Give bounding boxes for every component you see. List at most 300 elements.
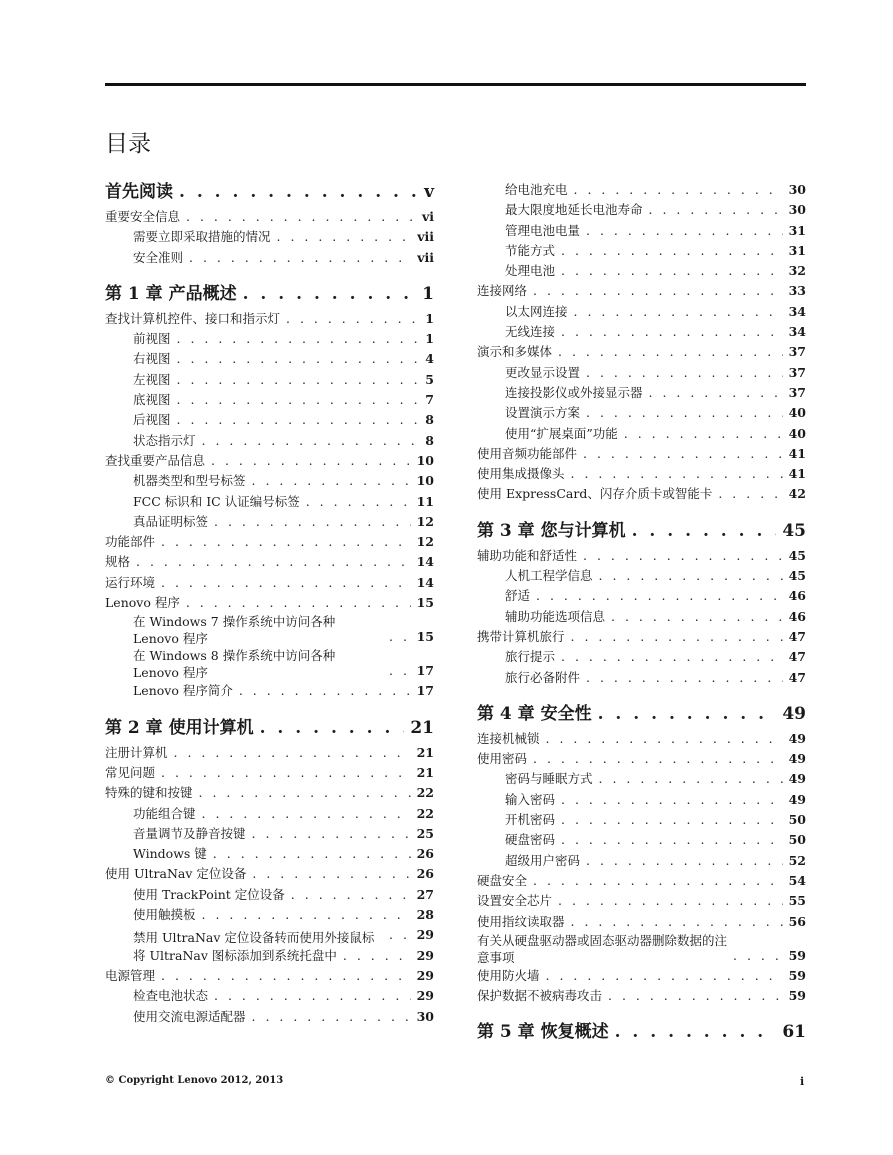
toc-leader-dots [239,681,411,701]
toc-leader-dots [214,512,411,532]
toc-leader-dots [161,966,411,986]
toc-entry-title: 携带计算机旅行 [477,628,565,644]
toc-entry-page: 29 [416,967,434,983]
toc-entry[interactable] [105,844,434,864]
toc-entry-page: vii [417,249,434,265]
toc-entry-title: 特殊的键和按键 [105,785,193,801]
toc-entry-title: 在 Windows 7 操作系统中访问各种 Lenovo 程序 [133,614,336,647]
toc-entry-page: 22 [416,805,434,821]
toc-entry-title: Windows 键 [133,846,207,862]
toc-entry-title: 常见问题 [105,764,156,780]
toc-chapter-entry[interactable] [105,716,434,740]
toc-entry-page: 34 [788,303,806,319]
toc-leader-dots [177,410,420,430]
toc-entry-page: 30 [416,1008,434,1024]
toc-entry-title: 无线连接 [505,324,556,340]
toc-leader-dots [561,241,783,261]
toc-entry[interactable] [477,932,806,966]
toc-entry-title: 使用音频功能部件 [477,445,578,461]
toc-leader-dots [252,471,411,491]
toc-entry-page: 42 [788,486,806,502]
toc-entry-title: 需要立即采取措施的情况 [133,229,271,245]
toc-entry[interactable] [105,512,434,532]
toc-entry[interactable] [477,444,806,464]
toc-entry-page: 5 [425,371,434,387]
toc-entry[interactable] [477,647,806,667]
toc-leader-dots [586,668,783,688]
toc-entry-title: 最大限度地延长电池寿命 [505,202,643,218]
toc-entry-title: 功能组合键 [133,805,196,821]
toc-entry[interactable] [105,471,434,491]
toc-entry[interactable] [105,613,434,647]
toc-entry-title: 辅助功能和舒适性 [477,547,578,563]
toc-entry[interactable] [477,729,806,749]
toc-entry-title: 第 5 章 恢复概述 [477,1022,609,1043]
toc-entry-page: 46 [788,588,806,604]
toc-entry[interactable] [105,248,434,268]
toc-entry-title: 第 2 章 使用计算机 [105,717,254,738]
toc-entry-title: 使用触摸板 [133,907,196,923]
toc-entry-page: 17 [416,663,434,679]
toc-entry[interactable] [477,986,806,1006]
toc-leader-dots [574,302,783,322]
toc-leader-dots [649,383,783,403]
toc-entry-page: 40 [788,425,806,441]
toc-entry-page: 10 [416,452,434,468]
toc-entry[interactable] [477,484,806,504]
toc-leader-dots [179,180,418,204]
toc-entry-page: 29 [416,947,434,963]
toc-entry-page: 21 [410,717,434,738]
toc-entry-page: 37 [788,384,806,400]
toc-entry[interactable] [105,552,434,572]
toc-leader-dots [586,851,783,871]
toc-entry-title: 连接机械锁 [477,730,540,746]
toc-entry-page: 47 [788,649,806,665]
toc-entry[interactable] [477,383,806,403]
toc-entry-page: 34 [788,324,806,340]
toc-leader-dots [561,261,783,281]
toc-entry-title: 硬盘安全 [477,872,528,888]
toc-entry-title: 左视图 [133,371,171,387]
top-rule [105,83,806,86]
toc-entry[interactable] [105,763,434,783]
toc-entry-page: 15 [416,629,434,645]
toc-entry-title: 舒适 [505,588,531,604]
toc-entry-page: 8 [425,432,434,448]
toc-entry-page: 45 [782,520,806,541]
toc-entry-title: 功能部件 [105,534,156,550]
toc-entry[interactable] [477,424,806,444]
toc-entry-title: 重要安全信息 [105,209,181,224]
toc-leader-dots [389,661,411,681]
toc-entry-title: 使用 ExpressCard、闪存介质卡或智能卡 [477,486,713,502]
toc-leader-dots [649,200,783,220]
toc-leader-dots [561,647,783,667]
toc-leader-dots [243,282,417,306]
toc-chapter-entry[interactable] [477,1020,806,1044]
toc-entry-title: 使用防火墙 [477,967,540,983]
toc-entry-page: 40 [788,405,806,421]
toc-leader-dots [260,716,405,740]
toc-leader-dots [574,180,783,200]
toc-entry-page: 47 [788,669,806,685]
toc-entry-title: 前视图 [133,331,171,347]
toc-entry-page: 49 [782,703,806,724]
toc-entry-page: 29 [416,927,434,943]
toc-entry-page: 32 [788,263,806,279]
toc-leader-dots [252,824,411,844]
toc-entry-page: 41 [788,466,806,482]
toc-leader-dots [561,790,783,810]
toc-entry-title: 查找计算机控件、接口和指示灯 [105,310,281,326]
toc-chapter-entry[interactable] [477,702,806,726]
toc-entry-title: 后视图 [133,412,171,428]
toc-leader-dots [533,281,783,301]
toc-entry[interactable] [105,593,434,613]
toc-entry[interactable] [477,363,806,383]
toc-leader-dots [586,363,783,383]
toc-entry[interactable] [477,586,806,606]
toc-entry[interactable] [477,322,806,342]
toc-entry-title: 保护数据不被病毒攻击 [477,988,603,1004]
toc-entry-title: 设置演示方案 [505,405,581,421]
toc-entry-page: 15 [416,595,434,611]
toc-entry-title: 连接投影仪或外接显示器 [505,384,643,400]
toc-entry[interactable] [477,221,806,241]
toc-entry-page: 26 [416,866,434,882]
toc-leader-dots [558,891,783,911]
toc-entry-page: 47 [788,628,806,644]
toc-entry-page: vi [421,209,434,224]
toc-entry-title: 设置安全芯片 [477,893,553,909]
toc-entry[interactable] [105,349,434,369]
toc-entry[interactable] [477,546,806,566]
toc-entry-title: Lenovo 程序简介 [133,683,233,699]
toc-entry-title: 使用交流电源适配器 [133,1008,246,1024]
toc-entry-title: 使用 TrackPoint 定位设备 [133,886,285,902]
toc-leader-dots [343,946,411,966]
toc-entry[interactable] [105,885,434,905]
toc-entry-page: 26 [416,846,434,862]
toc-entry[interactable] [477,769,806,789]
toc-entry[interactable] [477,607,806,627]
toc-entry-title: 首先阅读 [105,182,173,202]
toc-entry[interactable] [105,647,434,681]
toc-entry-page: 30 [788,202,806,218]
toc-leader-dots [586,403,783,423]
toc-entry-page: 14 [416,574,434,590]
toc-entry-page: 21 [416,764,434,780]
toc-entry-title: 检查电池状态 [133,988,209,1004]
toc-leader-dots [615,1020,777,1044]
toc-entry-title: 硬盘密码 [505,832,556,848]
toc-entry-title: 节能方式 [505,242,556,258]
toc-entry[interactable] [477,966,806,986]
toc-leader-dots [389,925,411,945]
toc-entry-title: 连接网络 [477,283,528,299]
toc-leader-dots [558,342,783,362]
toc-entry-page: 1 [425,331,434,347]
toc-entry-page: 59 [788,967,806,983]
toc-entry[interactable] [477,871,806,891]
toc-entry[interactable] [105,370,434,390]
toc-entry-title: 以太网连接 [505,303,568,319]
toc-entry-title: 使用 UltraNav 定位设备 [105,866,247,882]
toc-entry[interactable] [105,946,434,966]
toc-entry-title: 密码与睡眠方式 [505,771,593,787]
toc-entry-page: 17 [416,683,434,699]
toc-entry[interactable] [105,804,434,824]
toc-leader-dots [583,546,783,566]
toc-entry[interactable] [105,573,434,593]
toc-leader-dots [571,627,783,647]
toc-entry-title: FCC 标识和 IC 认证编号标签 [133,493,300,509]
toc-leader-dots [546,966,783,986]
toc-leader-dots [186,207,416,227]
toc-entry-title: 在 Windows 8 操作系统中访问各种 Lenovo 程序 [133,648,336,681]
toc-entry-title: 使用密码 [477,751,528,767]
toc-leader-dots [536,586,783,606]
toc-entry-title: 禁用 UltraNav 定位设备转而使用外接鼠标 [133,929,375,945]
toc-entry-title: Lenovo 程序 [105,595,180,611]
toc-entry-title: 电源管理 [105,967,156,983]
toc-entry-page: 28 [416,907,434,923]
toc-leader-dots [286,309,419,329]
toc-entry[interactable] [477,749,806,769]
toc-chapter-entry[interactable] [477,519,806,543]
toc-leader-dots [533,749,783,769]
toc-leader-dots [252,1007,411,1027]
toc-entry[interactable] [105,227,434,247]
toc-entry[interactable] [477,566,806,586]
toc-leader-dots [733,946,783,966]
toc-entry-title: 有关从硬盘驱动器或固态驱动器删除数据的注意事项 [477,932,728,965]
toc-entry[interactable] [105,410,434,430]
toc-leader-dots [252,864,410,884]
toc-entry-page: 1 [425,310,434,326]
toc-entry-page: 4 [425,351,434,367]
toc-leader-dots [598,702,777,726]
toc-entry-title: 超级用户密码 [505,852,581,868]
toc-leader-dots [177,390,420,410]
toc-entry-page: 7 [425,392,434,408]
toc-entry[interactable] [105,681,434,701]
toc-entry-page: 49 [788,791,806,807]
toc-leader-dots [611,607,783,627]
toc-leader-dots [561,810,783,830]
toc-entry-title: 处理电池 [505,263,556,279]
toc-entry-title: 音量调节及静音按键 [133,825,246,841]
toc-entry[interactable] [477,627,806,647]
toc-entry[interactable] [477,464,806,484]
toc-entry[interactable] [477,302,806,322]
toc-entry-page: 52 [788,852,806,868]
toc-entry-page: 10 [416,473,434,489]
toc-leader-dots [571,912,783,932]
toc-chapter-entry[interactable] [105,282,434,306]
toc-entry[interactable] [105,532,434,552]
toc-entry[interactable] [105,783,434,803]
toc-entry[interactable] [477,790,806,810]
toc-entry-page: 22 [416,785,434,801]
toc-leader-dots [174,743,411,763]
toc-entry-title: 状态指示灯 [133,432,196,448]
toc-entry-page: 50 [788,812,806,828]
toc-leader-dots [561,830,783,850]
toc-entry[interactable] [477,912,806,932]
toc-entry[interactable] [477,851,806,871]
toc-leader-dots [561,322,783,342]
toc-leader-dots [389,627,411,647]
toc-entry[interactable] [105,743,434,763]
toc-entry[interactable] [105,925,434,945]
toc-entry-page: v [424,182,434,202]
toc-entry-title: 人机工程学信息 [505,568,593,584]
toc-leader-dots [202,905,411,925]
toc-leader-dots [586,221,783,241]
toc-entry-page: 33 [788,283,806,299]
toc-entry-page: 37 [788,344,806,360]
toc-leader-dots [186,593,411,613]
toc-entry-page: 11 [416,493,434,509]
toc-entry-title: 更改显示设置 [505,364,581,380]
toc-entry-title: 辅助功能选项信息 [505,608,606,624]
toc-entry-page: vii [417,229,434,245]
toc-entry[interactable] [105,986,434,1006]
toc-entry-page: 14 [416,554,434,570]
toc-entry-page: 49 [788,771,806,787]
toc-entry[interactable] [105,451,434,471]
toc-entry-title: 开机密码 [505,812,556,828]
toc-leader-dots [583,444,783,464]
toc-entry[interactable] [105,390,434,410]
toc-leader-dots [546,729,783,749]
toc-entry[interactable] [105,309,434,329]
toc-leader-dots [202,804,411,824]
toc-entry-title: 演示和多媒体 [477,344,553,360]
toc-leader-dots [599,566,783,586]
toc-entry[interactable] [477,403,806,423]
toc-leader-dots [177,349,420,369]
toc-leader-dots [189,248,411,268]
toc-entry-title: 旅行必备附件 [505,669,581,685]
toc-entry-page: 31 [788,242,806,258]
toc-entry-title: 旅行提示 [505,649,556,665]
toc-entry[interactable] [105,1007,434,1027]
toc-entry-page: 12 [416,513,434,529]
toc-entry-page: 56 [788,913,806,929]
toc-leader-dots [718,484,782,504]
toc-leader-dots [608,986,783,1006]
toc-entry-page: 8 [425,412,434,428]
toc-entry[interactable] [105,966,434,986]
toc-entry[interactable] [477,668,806,688]
toc-entry-title: 第 3 章 您与计算机 [477,520,626,541]
toc-leader-dots [177,370,420,390]
toc-entry-title: 管理电池电量 [505,222,581,238]
toc-entry-title: 右视图 [133,351,171,367]
page-title: 目录 [105,131,151,157]
toc-entry-page: 45 [788,547,806,563]
toc-entry[interactable] [477,891,806,911]
toc-leader-dots [161,532,411,552]
toc-entry[interactable] [477,342,806,362]
toc-entry[interactable] [105,824,434,844]
toc-leader-dots [306,492,411,512]
toc-entry[interactable] [477,830,806,850]
toc-entry-page: 49 [788,751,806,767]
toc-entry[interactable] [477,180,806,200]
toc-chapter-entry[interactable] [105,180,434,204]
toc-leader-dots [213,844,411,864]
toc-entry[interactable] [477,281,806,301]
toc-leader-dots [277,227,412,247]
toc-entry-page: 25 [416,825,434,841]
footer-copyright: © Copyright Lenovo 2012, 2013 [105,1075,284,1086]
toc-leader-dots [199,783,411,803]
toc-entry-title: 查找重要产品信息 [105,452,206,468]
toc-entry[interactable] [477,261,806,281]
toc-entry-title: 机器类型和型号标签 [133,473,246,489]
toc-entry[interactable] [105,207,434,227]
toc-entry-page: 37 [788,364,806,380]
toc-entry[interactable] [105,492,434,512]
toc-entry[interactable] [477,810,806,830]
toc-entry-page: 21 [416,744,434,760]
toc-leader-dots [214,986,411,1006]
toc-entry-title: 第 4 章 安全性 [477,703,592,724]
toc-entry[interactable] [105,864,434,884]
toc-leader-dots [161,763,411,783]
toc-left-column [105,180,434,1027]
toc-entry-title: 规格 [105,554,131,570]
toc-entry-page: 46 [788,608,806,624]
toc-entry-page: 41 [788,445,806,461]
toc-entry-title: 真品证明标签 [133,513,209,529]
toc-leader-dots [533,871,783,891]
toc-entry-page: 45 [788,568,806,584]
toc-entry-title: 将 UltraNav 图标添加到系统托盘中 [133,947,337,963]
toc-entry-title: 给电池充电 [505,182,568,197]
toc-leader-dots [599,769,783,789]
toc-entry[interactable] [105,905,434,925]
toc-entry-page: 49 [788,730,806,746]
toc-leader-dots [211,451,411,471]
toc-entry-page: 12 [416,534,434,550]
toc-leader-dots [177,329,420,349]
toc-entry-page: 31 [788,222,806,238]
toc-entry-title: 底视图 [133,392,171,408]
toc-entry[interactable] [105,329,434,349]
toc-entry-page: 1 [422,283,434,304]
toc-leader-dots [202,431,420,451]
toc-entry-page: 61 [782,1022,806,1043]
toc-entry[interactable] [105,431,434,451]
toc-entry[interactable] [477,200,806,220]
toc-leader-dots [571,464,783,484]
toc-entry[interactable] [477,241,806,261]
toc-entry-title: 输入密码 [505,791,556,807]
toc-leader-dots [161,573,411,593]
toc-entry-page: 29 [416,988,434,1004]
toc-right-column [477,180,806,1047]
toc-entry-title: 安全准则 [133,249,184,265]
toc-entry-title: 使用集成摄像头 [477,466,565,482]
toc-leader-dots [624,424,783,444]
toc-entry-page: 27 [416,886,434,902]
toc-entry-page: 55 [788,893,806,909]
